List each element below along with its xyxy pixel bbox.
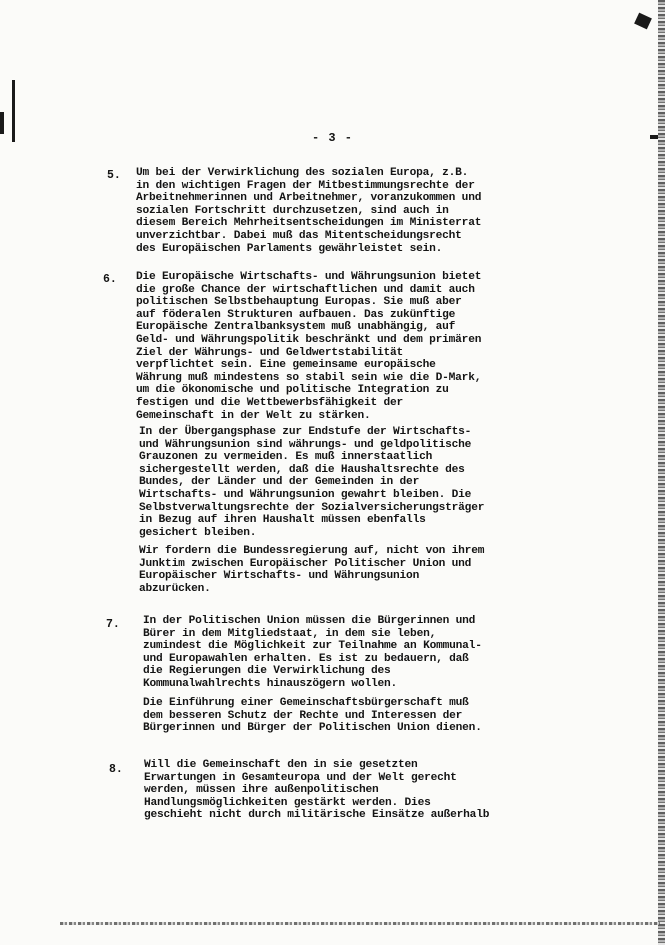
text-line: Arbeitnehmerinnen und Arbeitnehmer, voranzukommen und	[136, 192, 482, 205]
section-6-paragraph-3	[139, 545, 539, 595]
text-line: abzurücken.	[139, 582, 211, 595]
text-line: sichergestellt werden, daß die Haushaltsrechte des	[139, 463, 465, 476]
text-line: auf föderalen Strukturen aufbauen. Das zukünftige	[136, 308, 456, 321]
text-line: Handlungsmöglichkeiten gestärkt werden. Dies	[144, 796, 431, 809]
text-line: in den wichtigen Fragen der Mitbestimmungsrechte der	[136, 179, 475, 192]
text-line: die große Chance der wirtschaftlichen und damit auch	[136, 283, 475, 296]
scan-mark	[650, 135, 658, 139]
text-line: Gemeinschaft in der Welt zu stärken.	[136, 409, 371, 422]
text-line: diesem Bereich Mehrheitsentscheidungen im Ministerrat	[136, 217, 482, 230]
text-line: Geld- und Währungspolitik beschränkt und dem primären	[136, 333, 482, 346]
text-line: Die Europäische Wirtschafts- und Währungsunion bietet	[136, 271, 482, 283]
text-line: zumindest die Möglichkeit zur Teilnahme an Kommunal-	[143, 640, 482, 653]
text-line: Ziel der Währungs- und Geldwertstabilität	[136, 346, 404, 359]
text-line: Will die Gemeinschaft den in sie gesetzten	[144, 759, 418, 771]
text-line: Wirtschafts- und Währungsunion gewahrt bleiben. Die	[139, 488, 472, 501]
section-6-paragraph-1	[136, 271, 536, 422]
scan-mark	[0, 112, 4, 134]
scan-edge-bottom	[60, 922, 660, 925]
text-line: In der Politischen Union müssen die Bürgerinnen und	[143, 615, 476, 627]
text-line: die Regierungen die Verwirklichung des	[143, 665, 391, 678]
text-line: und Währungsunion sind währungs- und geldpolitische	[139, 438, 472, 451]
text-line: politischen Selbstbehauptung Europas. Sie muß aber	[136, 296, 462, 309]
text-line: Erwartungen in Gesamteuropa und der Welt gerecht	[144, 771, 457, 784]
text-line: verpflichtet sein. Eine gemeinsame europäische	[136, 359, 436, 372]
page-number: - 3 -	[311, 131, 353, 145]
text-line: Selbstverwaltungsrechte der Sozialversicherungsträger	[139, 501, 485, 514]
text-line: des Europäischen Parlaments gewährleistet sein.	[136, 242, 443, 255]
scan-mark	[12, 80, 15, 142]
text-line: festigen und die Wettbewerbsfähigkeit der	[136, 396, 404, 409]
text-line: Junktim zwischen Europäischer Politischer Union und	[139, 557, 472, 570]
text-line: Um bei der Verwirklichung des sozialen Europa, z.B.	[136, 167, 469, 179]
text-line: und Europawahlen erhalten. Es ist zu bedauern, daß	[143, 652, 469, 665]
scan-edge-right	[658, 0, 665, 945]
text-line: Europäischer Wirtschafts- und Währungsunion	[139, 570, 420, 583]
text-line: Bürer in dem Mitgliedstaat, in dem sie leben,	[143, 627, 437, 640]
section-number: 6.	[103, 273, 117, 286]
text-line: Bundes, der Länder und der Gemeinden in der	[139, 476, 420, 489]
text-line: sozialen Fortschritt durchzusetzen, sind auch in	[136, 204, 449, 217]
text-line: Grauzonen zu vermeiden. Es muß innerstaatlich	[139, 451, 433, 464]
text-line: gesichert bleiben.	[139, 526, 257, 539]
section-7-paragraph-1	[143, 615, 543, 691]
section-number: 7.	[106, 618, 120, 631]
text-line: Bürgerinnen und Bürger der Politischen Union dienen.	[143, 722, 482, 735]
text-line: geschieht nicht durch militärische Einsätze außerhalb	[144, 809, 490, 822]
text-line: Kommunalwahlrechts hinauszögern wollen.	[143, 677, 398, 690]
section-5-paragraph-1	[136, 167, 536, 255]
scan-mark	[634, 13, 652, 30]
text-line: unverzichtbar. Dabei muß das Mitentscheidungsrecht	[136, 229, 462, 242]
section-7-paragraph-2	[143, 697, 543, 735]
section-8-paragraph-1	[144, 759, 544, 822]
text-line: in Bezug auf ihren Haushalt müssen ebenfalls	[139, 514, 426, 527]
section-6-paragraph-2	[139, 426, 539, 539]
text-line: Die Einführung einer Gemeinschaftsbürgerschaft muß	[143, 697, 469, 709]
text-line: In der Übergangsphase zur Endstufe der Wirtschafts-	[139, 426, 472, 438]
section-number: 5.	[107, 169, 121, 182]
text-line: Wir fordern die Bundessregierung auf, nicht von ihrem	[139, 545, 485, 557]
text-line: werden, müssen ihre außenpolitischen	[144, 784, 379, 797]
text-line: Währung muß mindestens so stabil sein wie die D-Mark,	[136, 371, 482, 384]
text-line: um die ökonomische und politische Integration zu	[136, 384, 449, 397]
text-line: Europäische Zentralbanksystem muß unabhängig, auf	[136, 321, 456, 334]
section-number: 8.	[109, 763, 123, 776]
text-line: dem besseren Schutz der Rechte und Interessen der	[143, 709, 463, 722]
